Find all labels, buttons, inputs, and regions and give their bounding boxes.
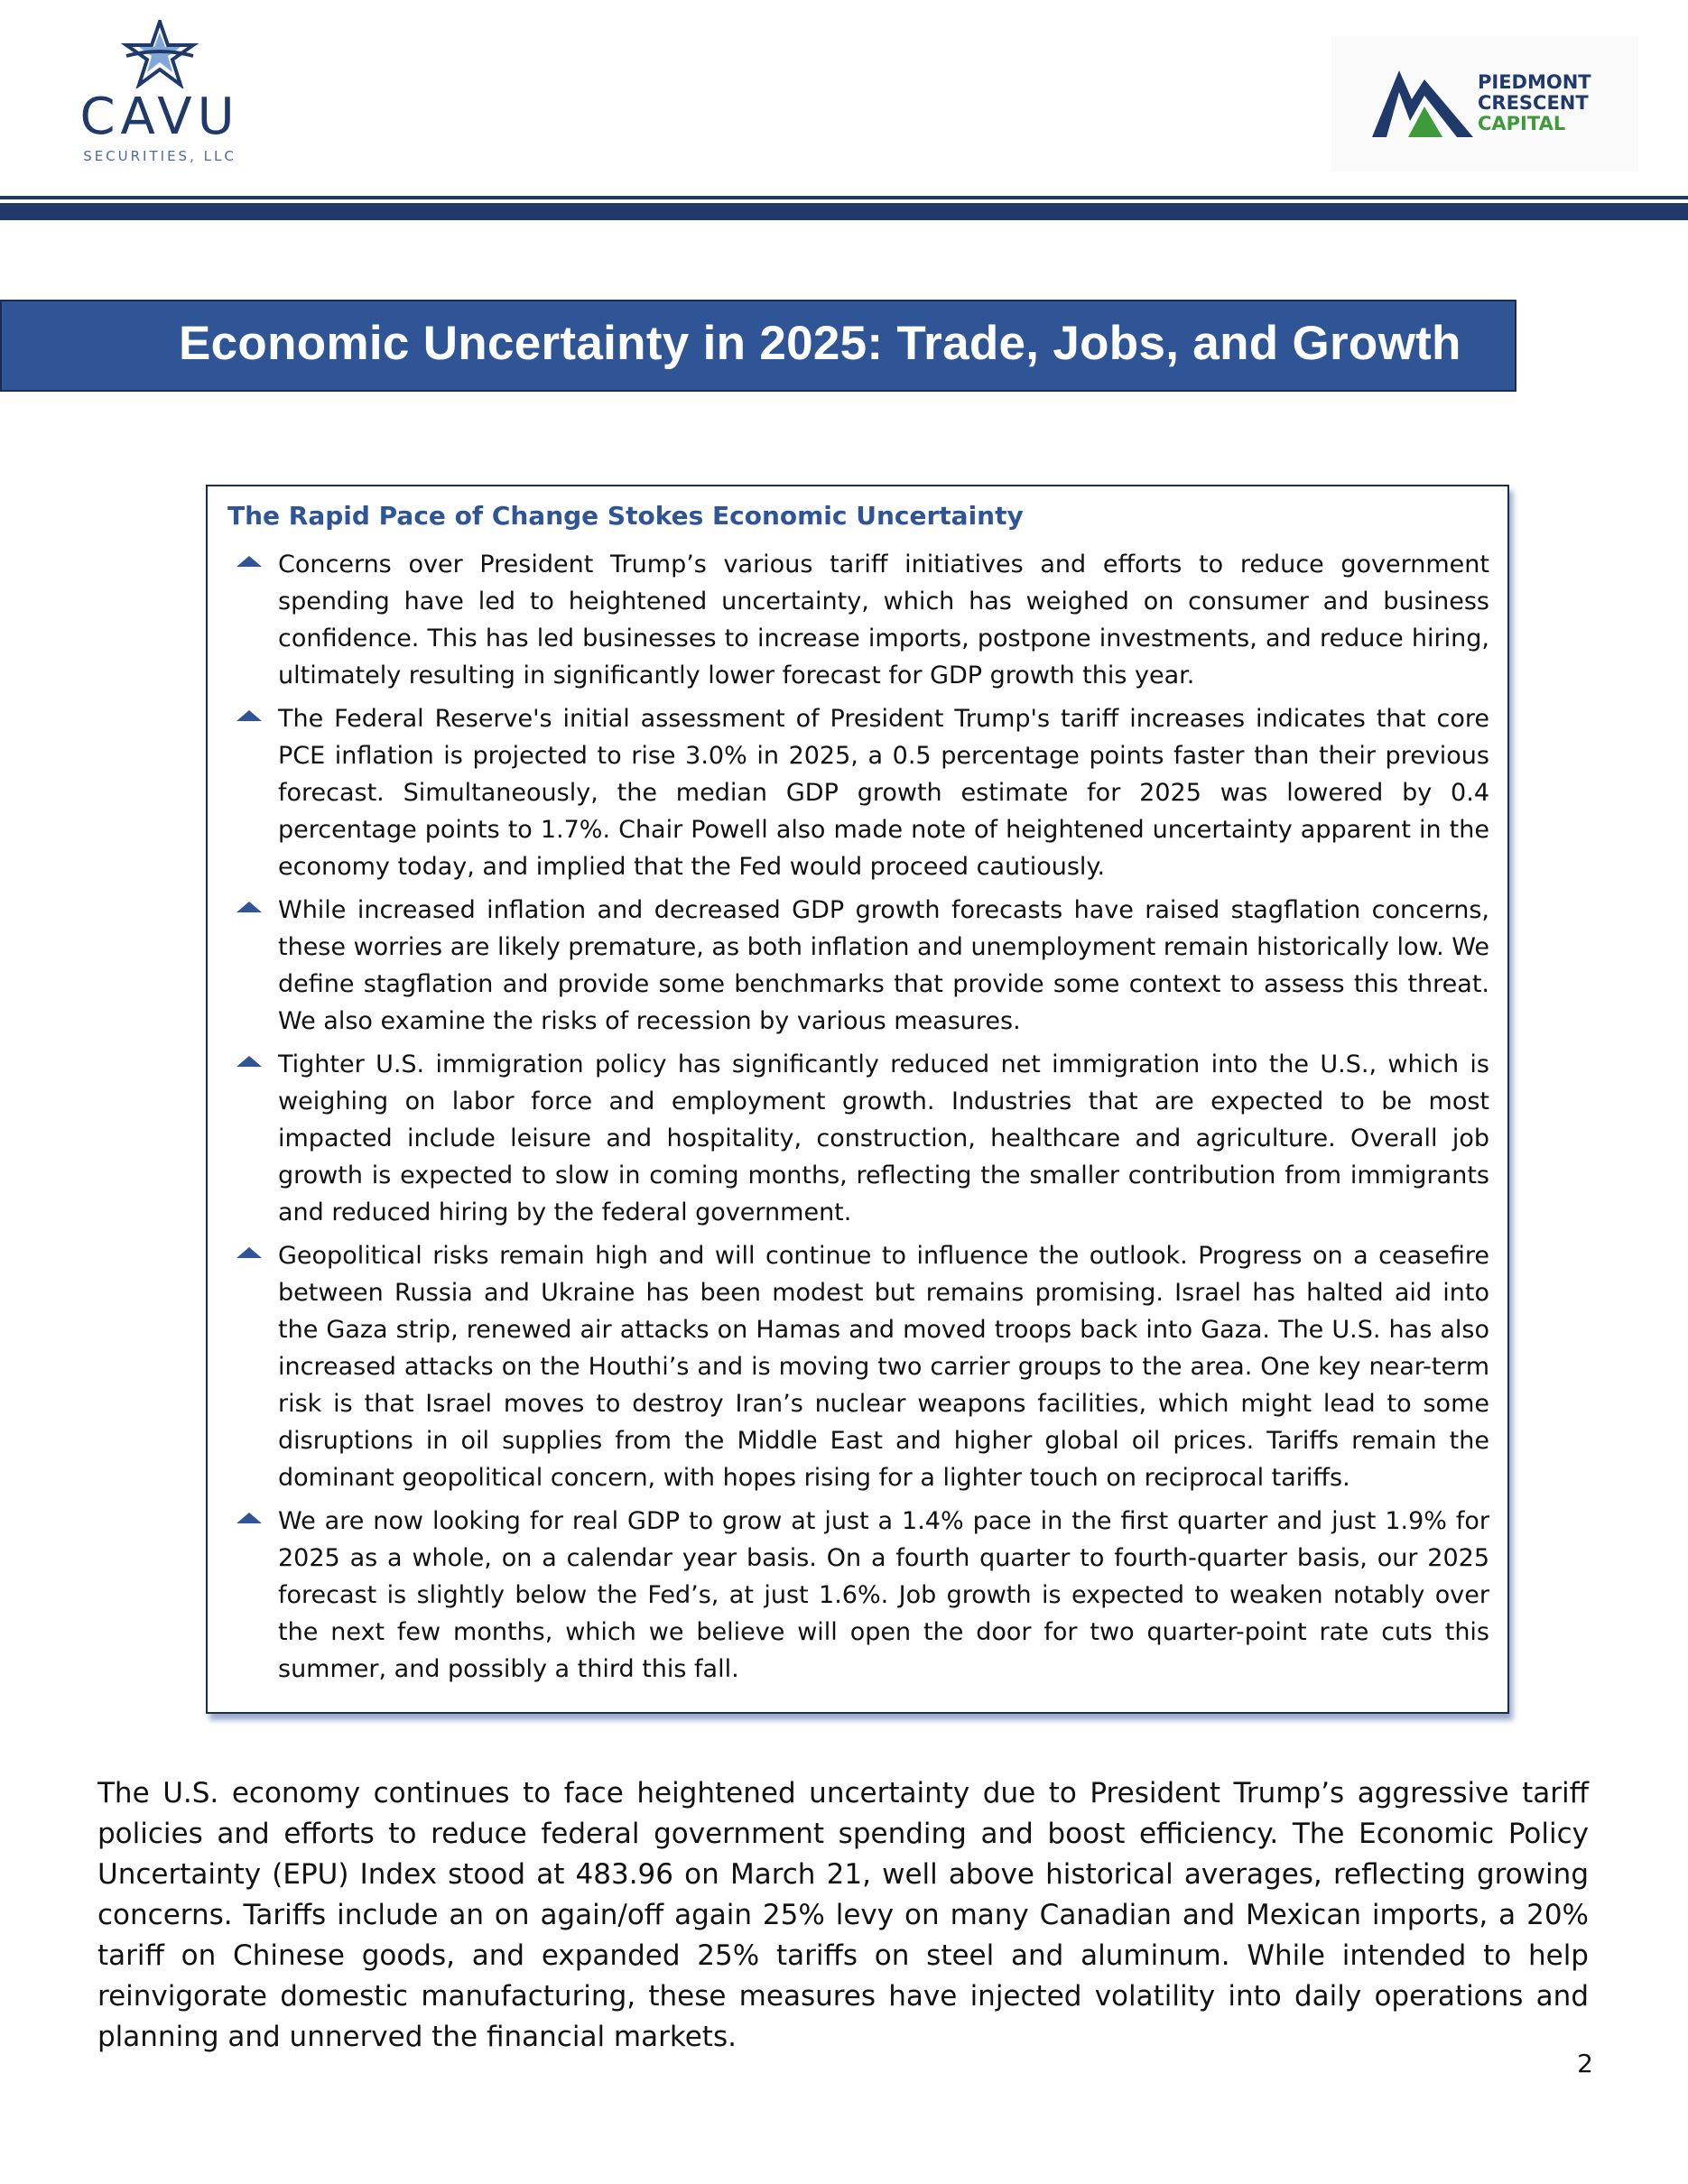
header-divider-thick	[0, 203, 1688, 220]
triangle-bullet-icon	[237, 1247, 262, 1258]
page-number: 2	[1577, 2049, 1593, 2078]
summary-bullet-text: The Federal Reserve's initial assessment of President Trump's tariff increases indicates that core PCE inflation is projected to rise 3.0% in 2025, a 0.5 percentage points faster than their previous forecast. Simultaneously, the median GDP growth estimate for 2025 was lowered by 0.4 percentage points to 1.7%. Chair Powell also made note of heightened uncertainty apparent in the economy today, and implied that the Fed would proceed cautiously.	[278, 705, 1489, 881]
mountain-icon	[1372, 65, 1473, 139]
star-icon	[121, 20, 199, 88]
triangle-bullet-icon	[237, 1056, 262, 1067]
summary-bullet-text: Tighter U.S. immigration policy has significantly reduced net immigration into the U.S., which is weighing on labor force and employment growth. Industries that are expected to be most impacted include leisure and hospitality, construction, healthcare and agriculture. Overall job growth is expected to slow in coming months, reflecting the smaller contribution from immigrants and reduced hiring by the federal government.	[278, 1050, 1489, 1226]
logo-line-1: PIEDMONT	[1478, 71, 1591, 93]
summary-bullet	[227, 892, 1489, 1040]
triangle-bullet-icon	[237, 902, 262, 912]
header-divider-thin	[0, 196, 1688, 199]
page-title: Economic Uncertainty in 2025: Trade, Jobs, and Growth	[179, 317, 1461, 370]
page-header	[0, 0, 1688, 194]
summary-bullet	[227, 1046, 1489, 1231]
summary-bullet	[227, 1503, 1489, 1688]
summary-bullet	[227, 700, 1489, 885]
title-banner	[0, 300, 1516, 392]
summary-bullet	[227, 1237, 1489, 1496]
summary-bullet-list	[227, 546, 1489, 1694]
summary-bullet-text: Concerns over President Trump’s various tariff initiatives and efforts to reduce government spending have led to heightened uncertainty, which has weighed on consumer and business confidence. This has led businesses to increase imports, postpone investments, and reduce hiring, ultimately resulting in significantly lower forecast for GDP growth this year.	[278, 551, 1489, 689]
body-paragraph: The U.S. economy continues to face heightened uncertainty due to President Trump’s aggressive tariff policies and efforts to reduce federal government spending and boost efficiency. The Economic Policy Uncertainty (EPU) Index stood at 483.96 on March 21, well above historical averages, reflecting growing concerns. Tariffs include an on again/off again 25% levy on many Canadian and Mexican imports, a 20% tariff on Chinese goods, and expanded 25% tariffs on steel and aluminum. While intended to help reinvigorate domestic manufacturing, these measures have injected volatility into daily operations and planning and unnerved the financial markets.	[97, 1777, 1589, 2053]
piedmont-crescent-wordmark	[1478, 72, 1591, 134]
summary-box	[206, 485, 1509, 1714]
summary-bullet	[227, 546, 1489, 694]
cavu-logo	[74, 20, 246, 173]
summary-bullet-text: Geopolitical risks remain high and will continue to influence the outlook. Progress on a ceasefire between Russia and Ukraine has been modest but remains promising. Israel has halted aid into the Gaza strip, renewed air attacks on Hamas and moved troops back into Gaza. The U.S. has also increased attacks on the Houthi’s and is moving two carrier groups to the area. One key near-term risk is that Israel moves to destroy Iran’s nuclear weapons facilities, which might lead to some disruptions in oil supplies from the Middle East and higher global oil prices. Tariffs remain the dominant geopolitical concern, with hopes rising for a lighter touch on reciprocal tariffs.	[278, 1242, 1489, 1492]
cavu-wordmark: CAVU	[79, 88, 240, 146]
triangle-bullet-icon	[237, 556, 262, 567]
summary-bullet-text: While increased inflation and decreased GDP growth forecasts have raised stagflation concerns, these worries are likely premature, as both inflation and unemployment remain historically low. We define stagflation and provide some benchmarks that provide some context to assess this threat. We also examine the risks of recession by various measures.	[278, 896, 1489, 1035]
logo-line-3: CAPITAL	[1478, 113, 1566, 134]
triangle-bullet-icon	[237, 710, 262, 721]
summary-bullet-text: We are now looking for real GDP to grow at just a 1.4% pace in the first quarter and just 1.9% for 2025 as a whole, on a calendar year basis. On a fourth quarter to fourth-quarter basis, our 2025 forecast is slightly below the Fed’s, at just 1.6%. Job growth is expected to weaken notably over the next few months, which we believe will open the door for two quarter-point rate cuts this summer, and possibly a third this fall.	[278, 1507, 1489, 1683]
piedmont-crescent-logo	[1331, 36, 1638, 171]
summary-heading: The Rapid Pace of Change Stokes Economic Uncertainty	[227, 501, 1024, 531]
triangle-bullet-icon	[237, 1513, 262, 1523]
cavu-subtitle: SECURITIES, LLC	[83, 148, 237, 164]
logo-line-2: CRESCENT	[1478, 92, 1589, 114]
